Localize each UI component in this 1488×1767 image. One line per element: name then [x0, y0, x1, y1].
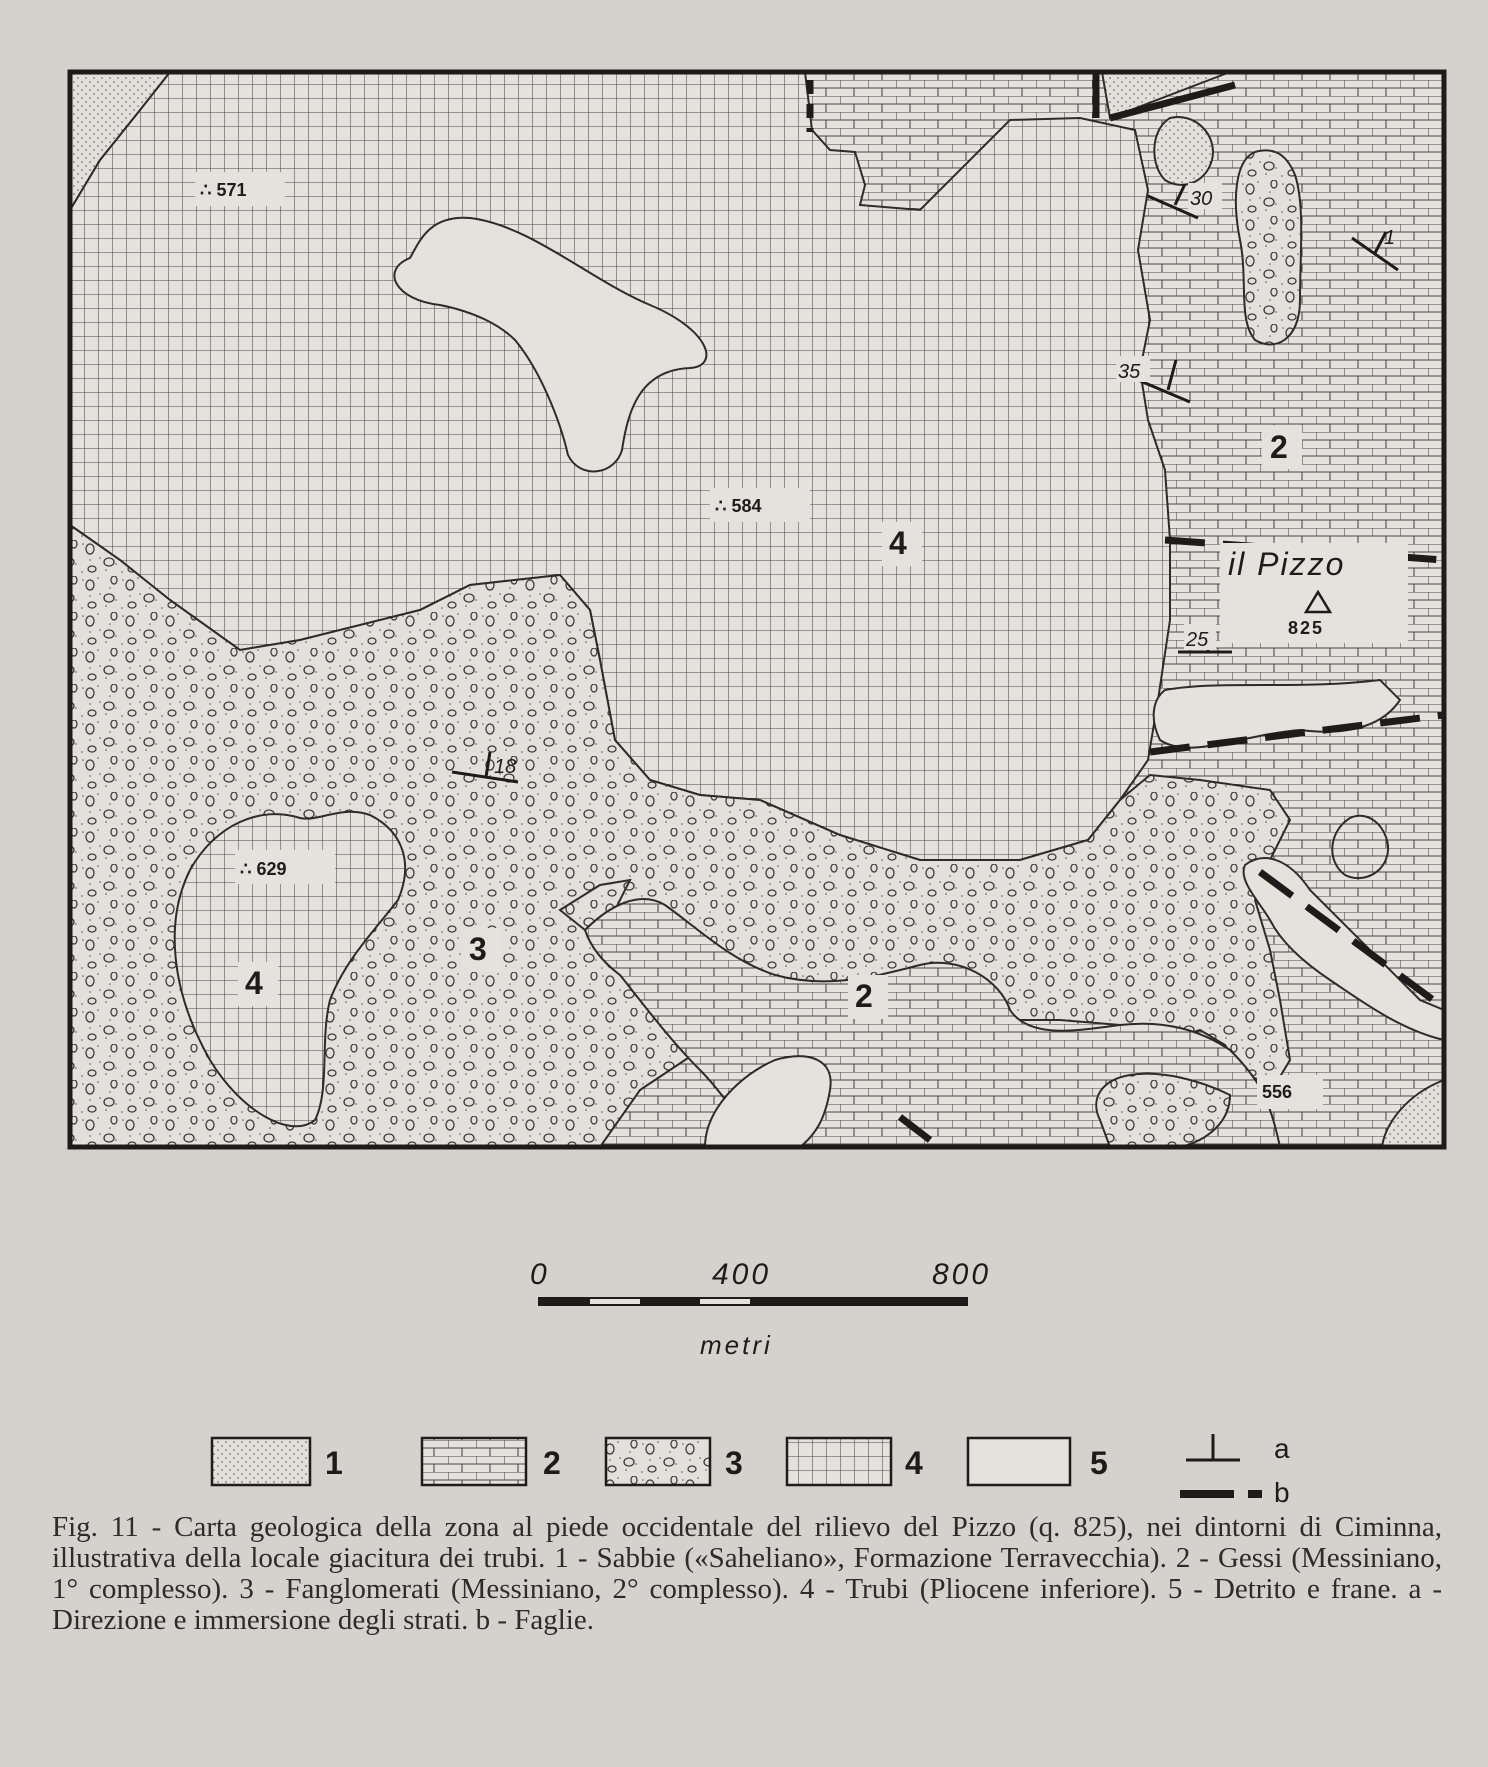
- spot-height-629: ∴ 629: [240, 859, 287, 879]
- unit-label-3: 3: [469, 931, 487, 967]
- unit-label-4-west: 4: [245, 965, 263, 1001]
- dip-value-30: 30: [1190, 188, 1213, 210]
- figure-caption: [52, 1512, 1442, 1636]
- spot-height-584: ∴ 584: [715, 496, 762, 516]
- legend-swatch-2: [422, 1438, 526, 1485]
- figure-label: Fig. 11: [52, 1511, 139, 1543]
- legend-swatch-1: [212, 1438, 310, 1485]
- unit-label-2-east: 2: [1270, 429, 1288, 465]
- scale-bar-gap-2: [700, 1299, 750, 1304]
- scale-bar: [530, 1258, 991, 1360]
- scale-ticks: [530, 1258, 991, 1291]
- unit-2-gessi-east-small: [1332, 816, 1388, 878]
- legend-swatch-5: [968, 1438, 1070, 1485]
- legend-number-1: 1: [325, 1445, 343, 1481]
- legend: [212, 1433, 1290, 1508]
- summit-name: il Pizzo: [1228, 546, 1346, 582]
- scale-tick-400: 400: [712, 1258, 772, 1291]
- unit-label-4-center: 4: [889, 525, 907, 561]
- legend-symbol-a-strike-dip: [1186, 1434, 1240, 1460]
- summit-height: 825: [1288, 618, 1325, 638]
- dip-value-18: 18: [494, 756, 517, 778]
- legend-label-b: b: [1274, 1477, 1290, 1508]
- legend-number-5: 5: [1090, 1445, 1108, 1481]
- legend-swatch-3: [606, 1438, 710, 1485]
- map: [70, 72, 1444, 1147]
- dip-value-35: 35: [1118, 361, 1141, 383]
- unit-1-sabbie-ne-elongate: [1236, 150, 1301, 344]
- legend-number-4: 4: [905, 1445, 923, 1481]
- unit-label-2-south: 2: [855, 978, 873, 1014]
- legend-number-3: 3: [725, 1445, 743, 1481]
- dip-value-25: 25: [1186, 629, 1209, 651]
- scale-bar-gap-1: [590, 1299, 640, 1304]
- legend-number-2: 2: [543, 1445, 561, 1481]
- summit-il-pizzo: [1220, 543, 1408, 643]
- legend-swatch-4: [787, 1438, 891, 1485]
- dip-value-1: 1: [1384, 227, 1396, 249]
- spot-height-556: 556: [1262, 1082, 1293, 1102]
- figure-caption-text: - Carta geologica della zona al piede occidentale del rilievo del Pizzo (q. 825), nei dintorni di Ciminna, illustrativa della locale giacitura dei trubi. 1 - Sabbie («Saheliano», Formazione Terravecchia). 2 - Gessi (Messiniano, 1° complesso). 3 - Fanglomerati (Messiniano, 2° complesso). 4 - Trubi (Pliocene inferiore). 5 - Detrito e frane. a - Direzione e immersione degli strati. b - Faglie.: [52, 1511, 1443, 1636]
- scale-tick-800: 800: [932, 1258, 992, 1291]
- scale-tick-0: 0: [530, 1258, 550, 1291]
- legend-label-a: a: [1274, 1433, 1290, 1464]
- scale-unit: metri: [700, 1330, 773, 1360]
- spot-height-571: ∴ 571: [200, 180, 247, 200]
